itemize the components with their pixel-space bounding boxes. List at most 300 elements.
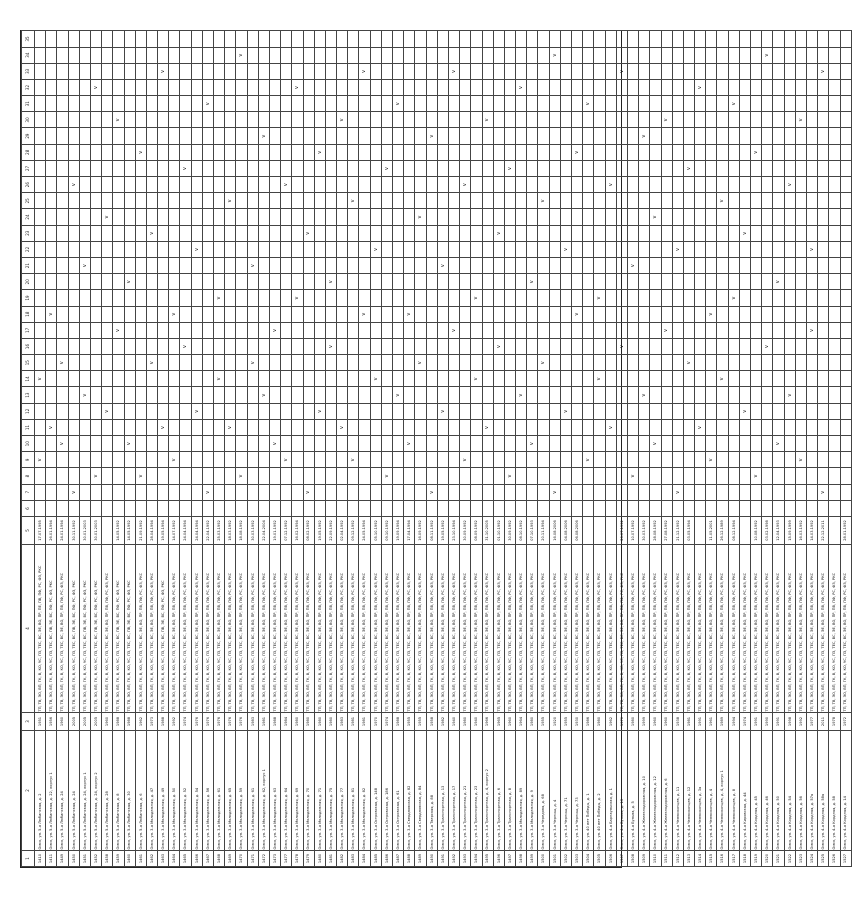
flag-cell: [516, 274, 527, 290]
flag-cell: [381, 258, 392, 274]
cell-date: 16.02.1994: [292, 517, 303, 545]
flag-cell: [605, 193, 616, 209]
flag-cell: [303, 403, 314, 419]
flag-cell: [706, 144, 717, 160]
cell-year: 1994: [728, 713, 739, 731]
flag-cell: [616, 209, 627, 225]
cell-cls: ТП, ТВ, ЭО, ВП, ГК, В, КО, УС, ПЗ, ТЕС, ВС, ЭЕ, ВО, ПР, ПВ, ПФ, РС, ФЗ, РКС: [57, 545, 68, 713]
flag-cell: [236, 63, 247, 79]
cell-addr: Омск, ул. 4-я Бульва, д. 5: [627, 731, 638, 851]
flag-cell: [180, 47, 191, 63]
flag-cell: [773, 258, 784, 274]
flag-cell: [79, 500, 90, 516]
flag-cell: [460, 63, 471, 79]
cell-year: 1981: [348, 713, 359, 731]
flag-cell: [404, 31, 415, 47]
flag-cell: [381, 63, 392, 79]
cell-year: 1938: [672, 713, 683, 731]
flag-cell: [236, 500, 247, 516]
flag-cell: [504, 209, 515, 225]
flag-cell: [493, 79, 504, 95]
register-table: [21, 30, 852, 867]
flag-cell: [404, 160, 415, 176]
cell-date: 07.10.1993: [527, 517, 538, 545]
flag-cell: [292, 258, 303, 274]
flag-cell: [661, 387, 672, 403]
cell-id: 1504: [583, 851, 594, 867]
flag-cell: v: [683, 160, 694, 176]
cell-date: 22.09.1992: [325, 517, 336, 545]
flag-cell: [784, 79, 795, 95]
cell-year: 1960: [650, 713, 661, 731]
flag-cell: [538, 322, 549, 338]
cell-year: 1976: [225, 713, 236, 731]
flag-cell: [146, 241, 157, 257]
cell-id: 1449: [57, 851, 68, 867]
cell-year: 1989: [717, 713, 728, 731]
cell-date: 03.02.1998: [762, 517, 773, 545]
flag-cell: [426, 338, 437, 354]
flag-cell: [426, 387, 437, 403]
table-row: [426, 31, 437, 867]
flag-cell: [706, 31, 717, 47]
flag-cell: [258, 112, 269, 128]
flag-cell: [762, 484, 773, 500]
flag-cell: [381, 306, 392, 322]
table-row: [247, 31, 258, 867]
flag-cell: [348, 258, 359, 274]
flag-cell: [314, 79, 325, 95]
flag-cell: [683, 112, 694, 128]
cell-year: 1955: [415, 713, 426, 731]
flag-cell: v: [381, 160, 392, 176]
flag-cell: [762, 371, 773, 387]
flag-cell: [57, 47, 68, 63]
flag-cell: [728, 63, 739, 79]
flag-cell: [829, 419, 840, 435]
cell-date: [829, 517, 840, 545]
flag-cell: [795, 274, 806, 290]
flag-cell: [35, 241, 46, 257]
flag-cell: [784, 306, 795, 322]
cell-cls: ТП, ТВ, ЭО, ВП, ГК, В, КО, УС, ПЗ, ТЕС, ВС, ЭЕ, ВО, ПР, ПВ, ПФ, РС, ФЗ, РКС: [471, 545, 482, 713]
flag-cell: [527, 177, 538, 193]
flag-cell: [68, 31, 79, 47]
flag-cell: [325, 209, 336, 225]
flag-cell: [538, 47, 549, 63]
flag-cell: [639, 47, 650, 63]
flag-cell: [314, 436, 325, 452]
flag-cell: [113, 419, 124, 435]
table-row: [538, 31, 549, 867]
flag-cell: [102, 79, 113, 95]
flag-cell: [35, 484, 46, 500]
flag-cell: [829, 96, 840, 112]
flag-cell: [605, 371, 616, 387]
flag-cell: [46, 452, 57, 468]
flag-cell: [695, 500, 706, 516]
flag-cell: [762, 419, 773, 435]
cell-addr: Омск, ул. 3-я Молодежная, д. 82: [359, 731, 370, 851]
flag-cell: [482, 209, 493, 225]
table-row: [572, 31, 583, 867]
flag-cell: [493, 112, 504, 128]
cell-date: [605, 517, 616, 545]
flag-cell: [661, 290, 672, 306]
flag-cell: [795, 63, 806, 79]
flag-cell: [292, 225, 303, 241]
flag-cell: [829, 338, 840, 354]
flag-cell: [739, 241, 750, 257]
flag-cell: [448, 403, 459, 419]
cell-year: 1988: [113, 713, 124, 731]
flag-cell: [169, 258, 180, 274]
flag-cell: [281, 419, 292, 435]
flag-cell: [214, 274, 225, 290]
flag-cell: v: [605, 419, 616, 435]
flag-cell: [214, 47, 225, 63]
flag-cell: [706, 371, 717, 387]
flag-cell: [448, 468, 459, 484]
flag-cell: v: [784, 177, 795, 193]
cell-addr: Омск, ул. 3-я Островская, д. 61: [393, 731, 404, 851]
cell-year: 1980: [292, 713, 303, 731]
flag-cell: [35, 387, 46, 403]
flag-cell: [281, 338, 292, 354]
table-row: [672, 31, 683, 867]
flag-cell: [68, 452, 79, 468]
cell-cls: ТП, ТВ, ЭО, ВП, ГК, В, КО, УС, ПЗ, ТЕС, ВС, ПВ, ЭЕ, ВС, ПФ, РС, ФЗ, РКС: [68, 545, 79, 713]
flag-cell: [236, 419, 247, 435]
cell-date: 21.09.1992: [135, 517, 146, 545]
flag-cell: [225, 79, 236, 95]
flag-cell: [538, 258, 549, 274]
flag-cell: v: [426, 128, 437, 144]
flag-cell: [806, 338, 817, 354]
flag-cell: [348, 468, 359, 484]
flag-cell: [359, 31, 370, 47]
flag-cell: [281, 387, 292, 403]
flag-cell: [795, 468, 806, 484]
flag-cell: [728, 47, 739, 63]
flag-cell: [594, 193, 605, 209]
flag-cell: [57, 306, 68, 322]
flag-cell: [337, 209, 348, 225]
flag-cell: [359, 355, 370, 371]
flag-cell: [35, 290, 46, 306]
cell-id: 1511: [661, 851, 672, 867]
flag-cell: [124, 63, 135, 79]
flag-cell: [393, 79, 404, 95]
flag-cell: [236, 177, 247, 193]
flag-cell: [482, 193, 493, 209]
flag-cell: [158, 387, 169, 403]
flag-cell: [471, 144, 482, 160]
flag-cell: [404, 403, 415, 419]
cell-addr: Омск, ул. 3-я Молодежная, д. 61: [214, 731, 225, 851]
flag-cell: [113, 193, 124, 209]
flag-cell: v: [258, 387, 269, 403]
flag-cell: [728, 258, 739, 274]
flag-cell: [214, 112, 225, 128]
flag-cell: [605, 63, 616, 79]
cell-cls: ТП, ТВ, ЭО, ВП, ГК, В, КО, УС, ПЗ, ТЕС, ВС, ЭЕ, ВО, ПР, ПВ, ПФ, РС, ФЗ, РКС: [482, 545, 493, 713]
flag-cell: [762, 63, 773, 79]
table-row: [829, 31, 840, 867]
flag-cell: [437, 193, 448, 209]
flag-cell: [292, 47, 303, 63]
flag-cell: [426, 371, 437, 387]
flag-cell: [404, 96, 415, 112]
flag-cell: [135, 403, 146, 419]
flag-cell: [717, 31, 728, 47]
flag-cell: [672, 322, 683, 338]
flag-cell: [605, 112, 616, 128]
flag-cell: [739, 63, 750, 79]
table-row: [404, 31, 415, 867]
flag-cell: [739, 500, 750, 516]
flag-cell: v: [527, 274, 538, 290]
flag-cell: v: [762, 47, 773, 63]
flag-cell: [784, 419, 795, 435]
cell-year: 1972: [840, 713, 851, 731]
flag-cell: [683, 403, 694, 419]
flag-cell: [146, 209, 157, 225]
flag-cell: [460, 31, 471, 47]
flag-cell: [214, 468, 225, 484]
cell-cls: ТП, ТВ, ЭО, ВП, ГК, В, КО, УС, ПЗ, ТЕС, ВС, ЭЕ, ВО, ПР, ПВ, ПФ, РС, ФЗ, РКС: [269, 545, 280, 713]
flag-cell: [773, 241, 784, 257]
flag-cell: [840, 193, 851, 209]
flag-cell: [471, 31, 482, 47]
flag-cell: [225, 355, 236, 371]
flag-cell: [773, 63, 784, 79]
flag-cell: [683, 500, 694, 516]
flag-cell: [247, 371, 258, 387]
flag-cell: [717, 79, 728, 95]
cell-date: 10.08.1992: [751, 517, 762, 545]
flag-cell: [79, 355, 90, 371]
flag-cell: [169, 500, 180, 516]
flag-cell: [57, 144, 68, 160]
flag-cell: [616, 371, 627, 387]
flag-cell: [650, 144, 661, 160]
flag-cell: [370, 144, 381, 160]
flag-cell: [191, 322, 202, 338]
flag-cell: [516, 436, 527, 452]
flag-cell: [560, 144, 571, 160]
flag-cell: v: [818, 484, 829, 500]
flag-cell: [751, 306, 762, 322]
flag-cell: [717, 403, 728, 419]
flag-cell: [135, 47, 146, 63]
flag-cell: [269, 274, 280, 290]
flag-cell: v: [214, 290, 225, 306]
cell-addr: Омск, ул. 4-я Кордная, д. 57а: [806, 731, 817, 851]
flag-cell: [560, 63, 571, 79]
flag-cell: [728, 436, 739, 452]
flag-cell: [191, 371, 202, 387]
cell-date: 24.04.1994: [180, 517, 191, 545]
flag-cell: [639, 452, 650, 468]
flag-cell: [404, 128, 415, 144]
flag-cell: [359, 258, 370, 274]
flag-cell: [482, 371, 493, 387]
flag-cell: [146, 387, 157, 403]
flag-cell: [672, 209, 683, 225]
flag-cell: [762, 355, 773, 371]
flag-cell: [135, 177, 146, 193]
table-row: [549, 31, 560, 867]
flag-cell: [113, 355, 124, 371]
flag-cell: [393, 258, 404, 274]
flag-cell: [191, 209, 202, 225]
flag-cell: [135, 290, 146, 306]
flag-cell: [549, 177, 560, 193]
flag-cell: v: [560, 241, 571, 257]
flag-cell: [572, 355, 583, 371]
flag-cell: [549, 96, 560, 112]
flag-cell: [549, 144, 560, 160]
flag-cell: [650, 322, 661, 338]
flag-cell: [493, 371, 504, 387]
flag-cell: [460, 436, 471, 452]
cell-addr: Омск, ул. 4-я Челюскинцев, д. 3а: [695, 731, 706, 851]
flag-cell: [672, 436, 683, 452]
cell-year: 1991: [751, 713, 762, 731]
flag-cell: [829, 306, 840, 322]
flag-cell: [448, 258, 459, 274]
flag-cell: [627, 338, 638, 354]
flag-cell: [135, 387, 146, 403]
column-header: 28: [22, 144, 35, 160]
flag-cell: [370, 128, 381, 144]
flag-cell: [504, 355, 515, 371]
column-header: 27: [22, 160, 35, 176]
cell-cls: ТП, ТВ, ЭО, ВП, ГК, В, КО, УС, ПЗ, ТЕС, ВС, ЭЕ, ВО, ПР, ПВ, ПФ, РС, ФЗ, РКС: [751, 545, 762, 713]
flag-cell: [359, 128, 370, 144]
flag-cell: [616, 468, 627, 484]
flag-cell: [784, 371, 795, 387]
cell-cls: ТП, ТВ, ЭО, ВП, ГК, В, КО, УС, ПЗ, ТЕС, ВС, ЭЕ, ВО, ПР, ПВ, ПФ, РС, ФЗ, РКС: [292, 545, 303, 713]
flag-cell: [516, 96, 527, 112]
flag-cell: [583, 436, 594, 452]
flag-cell: [393, 112, 404, 128]
flag-cell: [627, 96, 638, 112]
flag-cell: [46, 128, 57, 144]
flag-cell: [762, 112, 773, 128]
flag-cell: [214, 31, 225, 47]
cell-date: 30.09.1992: [504, 517, 515, 545]
flag-cell: [325, 96, 336, 112]
flag-cell: [572, 193, 583, 209]
flag-cell: [706, 96, 717, 112]
flag-cell: [158, 338, 169, 354]
flag-cell: [370, 96, 381, 112]
flag-cell: [191, 436, 202, 452]
flag-cell: [437, 274, 448, 290]
flag-cell: [90, 31, 101, 47]
flag-cell: [202, 387, 213, 403]
table-row: [102, 31, 113, 867]
flag-cell: [583, 225, 594, 241]
flag-cell: [672, 500, 683, 516]
flag-cell: [538, 403, 549, 419]
flag-cell: [650, 63, 661, 79]
flag-cell: [281, 225, 292, 241]
flag-cell: [57, 160, 68, 176]
flag-cell: [437, 322, 448, 338]
flag-cell: [616, 322, 627, 338]
flag-cell: [180, 290, 191, 306]
flag-cell: [639, 112, 650, 128]
flag-cell: [627, 274, 638, 290]
flag-cell: [795, 338, 806, 354]
flag-cell: [247, 31, 258, 47]
flag-cell: [818, 112, 829, 128]
table-row: [325, 31, 336, 867]
flag-cell: [560, 31, 571, 47]
flag-cell: [214, 177, 225, 193]
flag-cell: [169, 209, 180, 225]
cell-id: 1478: [292, 851, 303, 867]
flag-cell: [225, 63, 236, 79]
flag-cell: [292, 112, 303, 128]
flag-cell: [538, 79, 549, 95]
flag-cell: [180, 258, 191, 274]
flag-cell: [829, 452, 840, 468]
flag-cell: v: [460, 452, 471, 468]
flag-cell: [504, 274, 515, 290]
flag-cell: [594, 355, 605, 371]
flag-cell: [695, 436, 706, 452]
flag-cell: [627, 193, 638, 209]
flag-cell: [337, 193, 348, 209]
flag-cell: [572, 274, 583, 290]
flag-cell: [594, 225, 605, 241]
flag-cell: [460, 419, 471, 435]
flag-cell: [627, 128, 638, 144]
cell-date: 19.05.1992: [314, 517, 325, 545]
flag-cell: [370, 79, 381, 95]
flag-cell: [672, 274, 683, 290]
flag-cell: v: [605, 177, 616, 193]
flag-cell: [627, 500, 638, 516]
cell-addr: Омск, ул. 3-я Молодежная, д. 75: [325, 731, 336, 851]
flag-cell: [258, 452, 269, 468]
flag-cell: [639, 225, 650, 241]
flag-cell: [639, 144, 650, 160]
flag-cell: [202, 241, 213, 257]
flag-cell: [739, 436, 750, 452]
flag-cell: [538, 177, 549, 193]
flag-cell: [57, 225, 68, 241]
flag-cell: [35, 338, 46, 354]
flag-cell: [795, 177, 806, 193]
flag-cell: [202, 225, 213, 241]
flag-cell: v: [79, 258, 90, 274]
flag-cell: [102, 112, 113, 128]
flag-cell: [795, 436, 806, 452]
flag-cell: [784, 31, 795, 47]
flag-cell: v: [135, 144, 146, 160]
cell-addr: Омск, ул. 3-я Черниш, д. 73: [572, 731, 583, 851]
flag-cell: [146, 403, 157, 419]
flag-cell: [583, 419, 594, 435]
flag-cell: [739, 371, 750, 387]
flag-cell: [146, 128, 157, 144]
flag-cell: [583, 47, 594, 63]
